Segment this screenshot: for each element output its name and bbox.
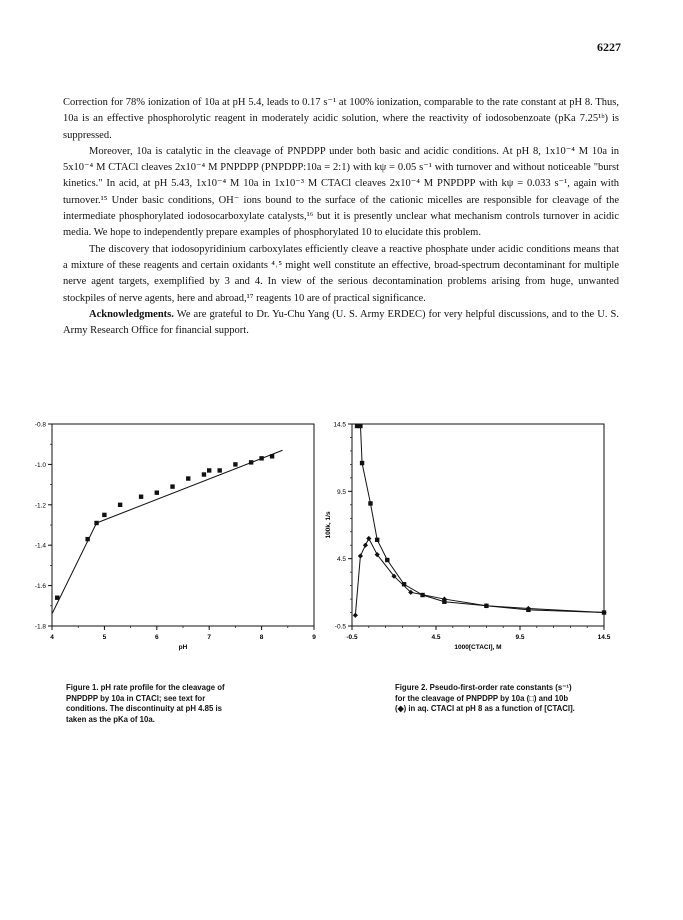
y-tick-label: 4.5 <box>336 556 346 564</box>
fit-line <box>52 523 97 614</box>
x-tick-label: 6 <box>154 634 159 641</box>
x-tick-label: -0.5 <box>346 634 358 641</box>
data-point-square <box>170 484 174 488</box>
x-axis-label: pH <box>178 644 188 651</box>
figure-2-chart <box>322 418 622 658</box>
y-tick-label: 9.5 <box>336 488 346 496</box>
data-point-square <box>94 521 98 525</box>
data-point-square <box>202 472 206 476</box>
data-point-square <box>358 424 362 428</box>
data-point-square <box>385 558 389 562</box>
x-tick-label: 9 <box>312 634 316 641</box>
series-curve-10a <box>357 424 604 613</box>
y-tick-label: -0.8 <box>34 421 46 429</box>
y-tick-label: -1.6 <box>34 583 46 591</box>
data-point-square <box>207 468 211 472</box>
x-tick-label: 4.5 <box>431 634 441 641</box>
acknowledgments <box>63 307 619 340</box>
x-tick-label: 4 <box>50 634 54 641</box>
data-point-square <box>186 476 190 480</box>
y-tick-label: -0.5 <box>334 623 346 631</box>
acknowledgments-heading: Acknowledgments. <box>89 308 174 320</box>
data-point-square <box>270 454 274 458</box>
x-tick-label: 7 <box>207 634 212 641</box>
data-point-square <box>55 596 59 600</box>
y-tick-label: -1.8 <box>34 623 46 631</box>
data-point-diamond <box>363 543 368 548</box>
fit-line <box>97 450 283 523</box>
figure-2-svg <box>322 418 622 658</box>
x-axis-label: 1000[CTACl], M <box>454 644 502 651</box>
y-tick-label: -1.0 <box>34 461 46 469</box>
data-point-square <box>118 503 122 507</box>
data-point-square <box>102 513 106 517</box>
data-point-square <box>375 538 379 542</box>
data-point-square <box>85 537 89 541</box>
y-tick-label: 14.5 <box>333 421 346 429</box>
data-point-square <box>360 461 364 465</box>
data-point-diamond <box>366 536 371 541</box>
paragraph-2: Moreover, 10a is catalytic in the cleavage of PNPDPP under both basic and acidic conditions. At pH 8, 1x10⁻⁴ M 10a in 5x10⁻⁴ M CTACl cleaves 2x10⁻⁴ M PNPDPP (PNPDPP:10a = 2:1) with kψ = 0.05 s⁻¹ with turnover and without noticeable "burst kinetics." In acid, at pH 5.43, 1x10⁻⁴ M 10a in 1x10⁻³ M CTACl cleaves 2x10⁻⁴ M PNPDPP with kψ = 0.033 s⁻¹, again with turnover.¹⁵ Under basic conditions, OH⁻ ions bound to the surface of the cationic micelles are responsible for cleavage of the intermediate phosphorylated iodosocarboxylate catalysts,¹⁶ but it is presently unclear what mechanism controls turnover in acidic media. We hope to independently prepare examples of phosphorylated 10 to elucidate this problem. <box>63 145 619 239</box>
acknowledgments-text: We are grateful to Dr. Yu-Chu Yang (U. S. Army ERDEC) for very helpful discussions, and to the U. S. Army Research Office for financial support. <box>63 308 619 337</box>
x-tick-label: 14.5 <box>597 634 611 641</box>
page-number: 6227 <box>597 40 621 54</box>
figure-2-caption-text: Pseudo-first-order rate constants (s⁻¹) for the cleavage of PNPDPP by 10a (□) and 10b (◆) in aq. CTACl at pH 8 as a function of [CTACl]. <box>395 683 575 713</box>
figure-1-caption <box>66 683 241 725</box>
y-tick-label: -1.4 <box>34 542 46 550</box>
figure-1-caption-text: pH rate profile for the cleavage of PNPDPP by 10a in CTACl; see text for conditions. The discontinuity at pH 4.85 is taken as the pKa of 10a. <box>66 683 225 724</box>
article-body <box>63 95 619 339</box>
data-point-square <box>259 456 263 460</box>
data-point-square <box>233 462 237 466</box>
plot-frame <box>52 424 314 626</box>
paragraph-3: The discovery that iodosopyridinium carboxylates efficiently cleave a reactive phosphate under acidic conditions means that a mixture of these reagents and certain oxidants ⁴˒⁵ might well constitute an effective, broad-spectrum decontaminant for multiple nerve agent targets, exemplified by 3 and 4. In view of the serious decontamination problems arising from huge, unwanted stockpiles of nerve agents, here and abroad,¹⁷ reagents 10 are of practical significance. <box>63 243 619 304</box>
figure-1-label: Figure 1. <box>66 683 99 692</box>
figure-2-caption <box>395 683 580 715</box>
y-tick-label: -1.2 <box>34 502 46 510</box>
data-point-square <box>139 495 143 499</box>
x-tick-label: 8 <box>259 634 264 641</box>
x-tick-label: 9.5 <box>515 634 525 641</box>
figure-2-label: Figure 2. <box>395 683 428 692</box>
x-tick-label: 5 <box>102 634 107 641</box>
paragraph-1: Correction for 78% ionization of 10a at pH 5.4, leads to 0.17 s⁻¹ at 100% ionization, comparable to the rate constant at pH 8. Thus, 10a is an effective phosphorolytic reagent in moderately acidic solution, where the reactivity of iodosobenzoate (pKa 7.25¹ᵇ) is suppressed. <box>63 97 619 141</box>
data-point-square <box>249 460 253 464</box>
data-point-diamond <box>353 613 358 618</box>
data-point-diamond <box>358 553 363 558</box>
figure-1-svg <box>24 418 324 658</box>
data-point-square <box>217 468 221 472</box>
data-point-square <box>368 501 372 505</box>
y-axis-label: 100k, 1/s <box>325 511 332 539</box>
plot-frame <box>352 424 604 626</box>
data-point-square <box>155 490 159 494</box>
figure-1-chart <box>24 418 324 658</box>
